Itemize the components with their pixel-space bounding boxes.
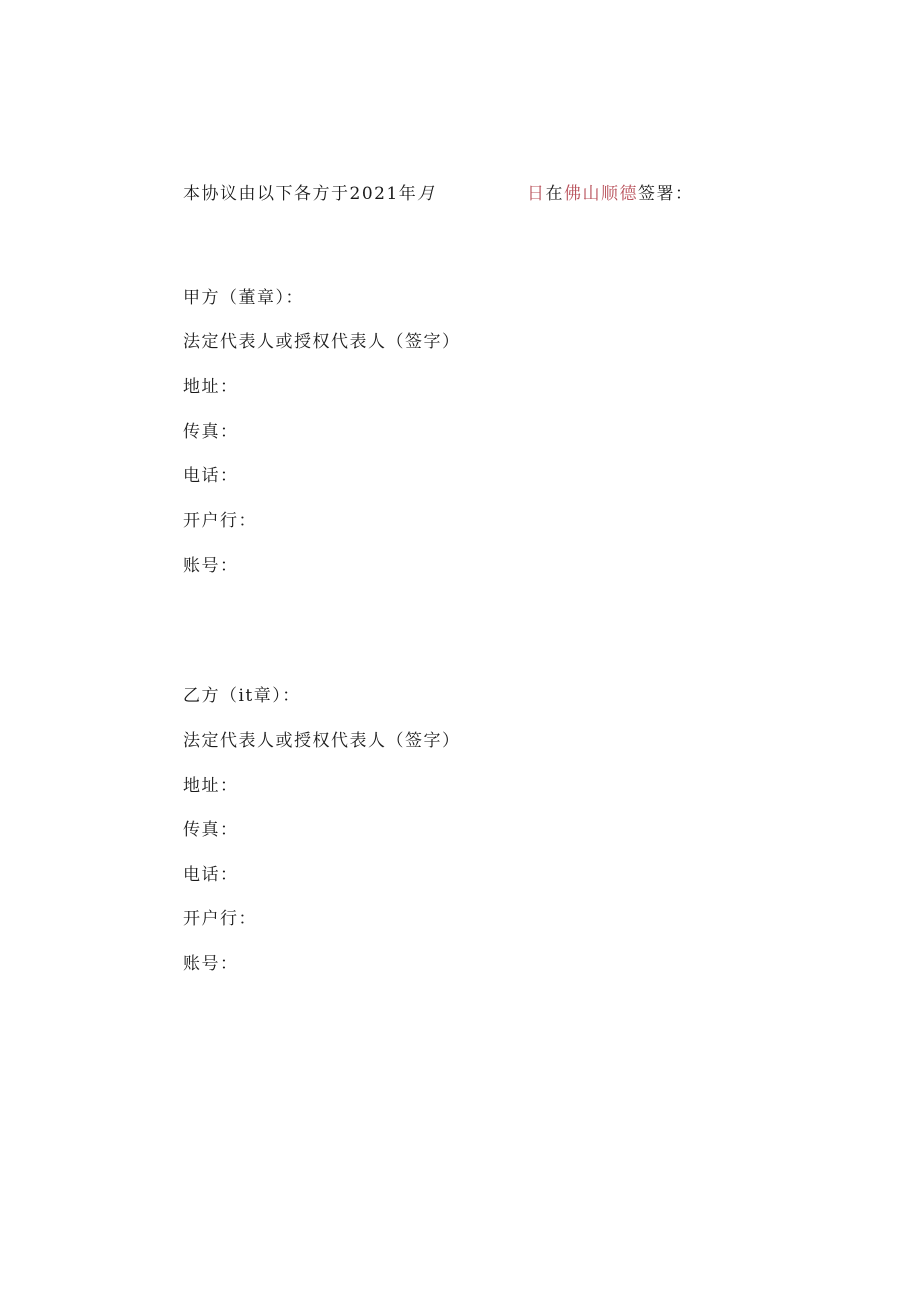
month-char: 月: [417, 184, 436, 204]
party-a-bank: 开户行：: [183, 511, 257, 531]
signing-statement-start: [183, 182, 436, 206]
party-b-address: 地址：: [183, 776, 239, 796]
signing-statement-suffix: 签署：: [638, 184, 694, 204]
signing-statement-end: [527, 182, 694, 206]
party-b-phone: 电话：: [183, 865, 239, 885]
party-b-bank: 开户行：: [183, 909, 257, 929]
party-b-fax: 传真：: [183, 820, 239, 840]
party-b-account: 账号：: [183, 954, 239, 974]
signing-statement-text: 本协议由以下各方于2021年: [183, 184, 418, 204]
party-a-address: 地址：: [183, 377, 239, 397]
party-a-title: 甲方（董章）：: [183, 288, 304, 308]
party-b-title: 乙方（it章）：: [183, 686, 301, 706]
party-a-representative: 法定代表人或授权代表人（签字）: [183, 332, 461, 352]
signing-place: 佛山顺德: [564, 184, 638, 204]
party-a-phone: 电话：: [183, 466, 239, 486]
party-a-account: 账号：: [183, 556, 239, 576]
zai-char: 在: [545, 184, 564, 204]
party-b-representative: 法定代表人或授权代表人（签字）: [183, 731, 461, 751]
day-char: 日: [527, 184, 546, 204]
party-a-fax: 传真：: [183, 422, 239, 442]
